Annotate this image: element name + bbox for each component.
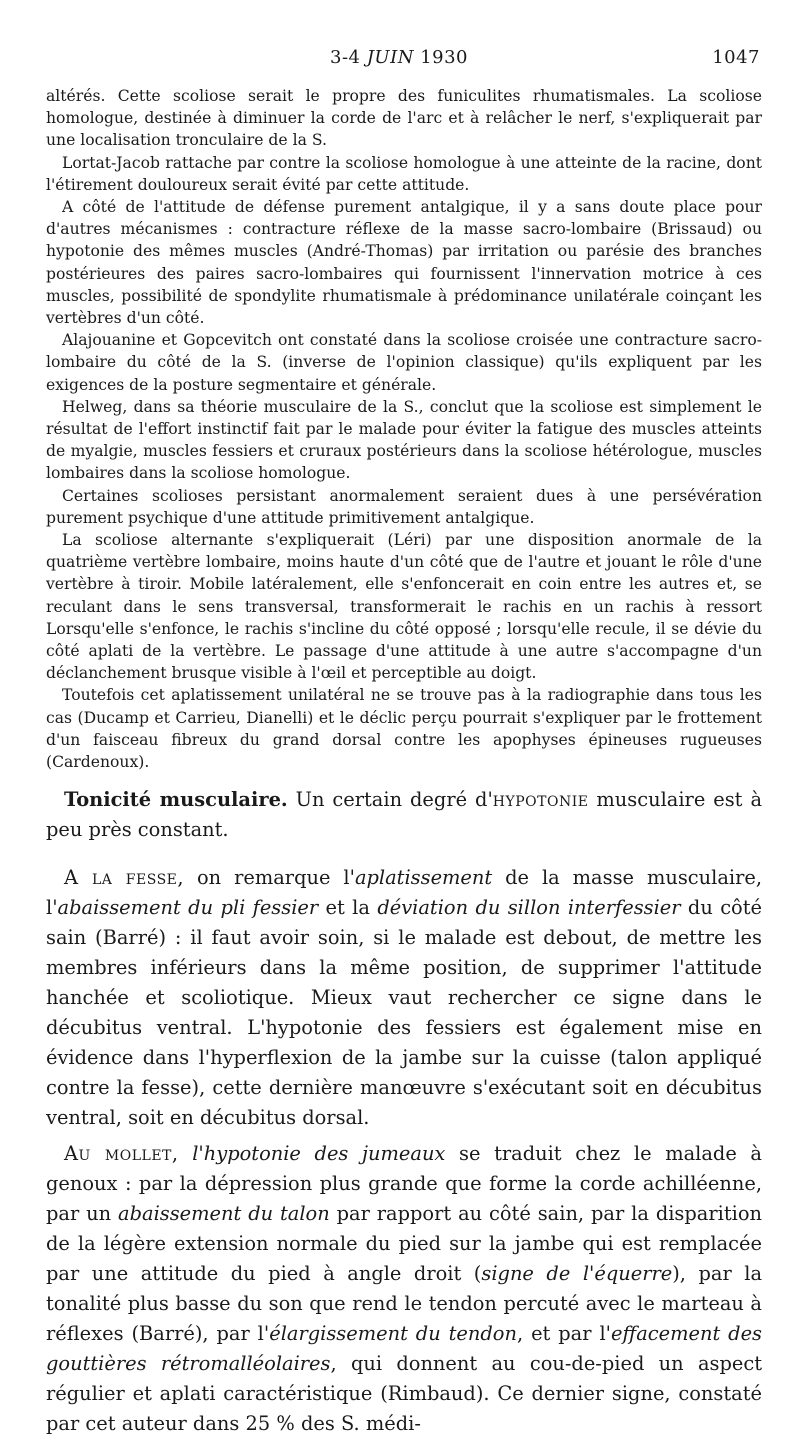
- run-in-label-fesse: A la fesse,: [64, 866, 185, 889]
- paragraph-mollet: Au mollet, l'hypotonie des jumeaux se traduit chez le malade à genoux : par la dépression plus grande que forme la corde achilléenne, par un abaissement du talon par rapport au côté sain, par la disparition de la légère extension normale du pied sur la jambe qui est remplacée par une attitude du pied à angle droit (signe de l'équerre), par la tonalité plus basse du son que rend le tendon percuté avec le marteau à réflexes (Barré), par l'élargissement du tendon, et par l'effacement des gouttières rétromalléolaires, qui donnent au cou-de-pied un aspect régulier et aplati caractéristique (Rimbaud). Ce dernier signe, constaté par cet auteur dans 25 % des S. médi-: [46, 1142, 763, 1435]
- paragraph-fesse: A la fesse, on remarque l'aplatissement de la masse musculaire, l'abaissement du pli fessier et la déviation du sillon interfessier du côté sain (Barré) : il faut avoir soin, si le malade est debout, de mettre les membres inférieurs dans la même position, de supprimer l'attitude hanchée et scoliotique. Mieux vaut rechercher ce signe dans le décubitus ventral. L'hypotonie des fessiers est également mise en évidence dans l'hyperflexion de la jambe sur la cuisse (talon appliqué contre la fesse), cette dernière manœuvre s'exécutant soit en décubitus ventral, soit en décubitus dorsal.: [46, 866, 762, 1129]
- paragraph: Helweg, dans sa théorie musculaire de la S., conclut que la scoliose est simplement le résultat de l'effort instinctif fait par le malade pour éviter la fatigue des muscles atteints de myalgie, muscles fessiers et cruraux postérieurs dans la scoliose hétérologue, muscles lombaires dans la scoliose homologue.: [46, 397, 762, 483]
- paragraph: La scoliose alternante s'expliquerait (Léri) par une disposition anormale de la quatrième vertèbre lombaire, moins haute d'un côté que de l'autre et jouant le rôle d'une vertèbre à tiroir. Mobile latéralement, elle s'enfoncerait en coin entre les autres et, se reculant dans le sens transversal, transformerait le rachis en un rachis à ressort Lorsqu'elle s'enfonce, le rachis s'incline du côté opposé ; lorsqu'elle recule, il se dévie du côté aplati de la vertèbre. Le passage d'une attitude à une autre s'accompagne d'un déclanchement brusque visible à l'œil et perceptible au doigt.: [46, 531, 762, 683]
- running-head: [0, 47, 800, 75]
- main-text-block: [46, 785, 762, 1439]
- paragraph: Certaines scolioses persistant anormalement seraient dues à une persévération purement psychique d'une attitude primitivement antalgique.: [46, 486, 762, 527]
- paragraph: Alajouanine et Gopcevitch ont constaté dans la scoliose croisée une contracture sacro-lombaire du côté de la S. (inverse de l'opinion classique) qu'ils expliquent par les exigences de la posture segmentaire et générale.: [46, 331, 762, 394]
- issue-date: 3-4 JUIN 1930: [330, 47, 468, 68]
- page-number: 1047: [712, 47, 760, 68]
- section-paragraph-tonicite: Tonicité musculaire. Un certain degré d'hypotonie musculaire est à peu près constant.: [46, 788, 763, 841]
- small-print-block: [46, 85, 762, 773]
- paragraph: altérés. Cette scoliose serait le propre des funiculites rhumatismales. La scoliose homologue, destinée à diminuer la corde de l'arc et à relâcher le nerf, s'expliquerait par une localisation tronculaire de la S.: [46, 87, 762, 150]
- section-heading: Tonicité musculaire.: [64, 788, 288, 811]
- paragraph: A côté de l'attitude de défense purement antalgique, il y a sans doute place pour d'autres mécanismes : contracture réflexe de la masse sacro-lombaire (Brissaud) ou hypotonie des mêmes muscles (André-Thomas) par irritation ou parésie des branches postérieures des paires sacro-lombaires qui fournissent l'innervation motrice à ces muscles, possibilité de spondylite rhumatismale à prédominance unilatérale coinçant les vertèbres d'un côté.: [46, 198, 762, 328]
- run-in-label-mollet: Au mollet,: [64, 1142, 179, 1165]
- paragraph: Toutefois cet aplatissement unilatéral ne se trouve pas à la radiographie dans tous les cas (Ducamp et Carrieu, Dianelli) et le déclic perçu pourrait s'expliquer par le frottement d'un faisceau fibreux du grand dorsal contre les apophyses épineuses rugueuses (Cardenoux).: [46, 686, 762, 772]
- paragraph: Lortat-Jacob rattache par contre la scoliose homologue à une atteinte de la racine, dont l'étirement douloureux serait évité par cette attitude.: [46, 153, 762, 194]
